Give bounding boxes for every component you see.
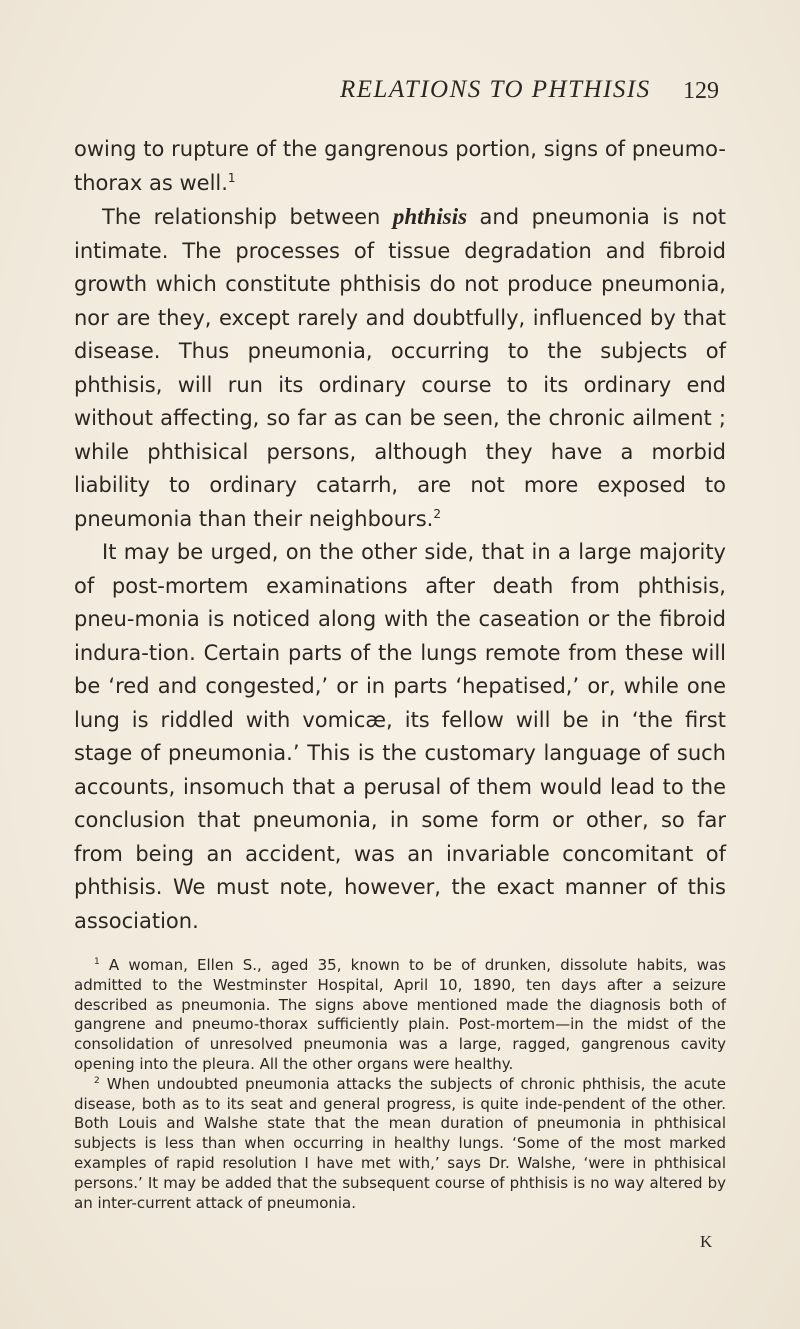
footnote-mark-2: 2 bbox=[94, 1075, 100, 1086]
footnotes bbox=[74, 956, 726, 1213]
paragraph-2-text-a: The relationship between bbox=[102, 205, 393, 229]
paragraph-post-mortem: It may be urged, on the other side, that in a large majority of post-mortem examinations after death from phthisis, pneu-monia is noticed along with the caseation or the fibroid indura-tion. Certain parts of the lungs remote from these will be ‘red and congested,’ or in parts ‘hepatised,’ or, while one lung is riddled with vomicæ, its fellow will be in ‘the first stage of pneumonia.’ This is the customary language of such accounts, insomuch that a perusal of them would lead to the conclusion that pneumonia, in some form or other, so far from being an accident, was an invariable concomitant of phthisis. We must note, however, the exact manner of this association. bbox=[74, 540, 726, 933]
paragraph-continued bbox=[74, 133, 726, 200]
footnote-ref-1: 1 bbox=[227, 170, 236, 185]
footnote-ref-2: 2 bbox=[433, 506, 441, 521]
signature-mark: K bbox=[700, 1232, 713, 1251]
paragraph-1-text: owing to rupture of the gangrenous portion, signs of pneumo-thorax as well. bbox=[74, 137, 726, 195]
running-title: RELATIONS TO PHTHISIS bbox=[340, 76, 651, 103]
footnote-1-text: A woman, Ellen S., aged 35, known to be of drunken, dissolute habits, was admitted to the Westminster Hospital, April 10, 1890, ten days after a seizure described as pneumonia. The signs above mentioned made the diagnosis both of gangrene and pneumo-thorax sufficiently plain. Post-mortem—in the midst of the consolidation of unresolved pneumonia was a large, ragged, gangrenous cavity opening into the pleura. All the other organs were healthy. bbox=[74, 956, 726, 1073]
phthisis-emphasis: phthisis bbox=[392, 204, 468, 229]
footnote-1 bbox=[74, 956, 726, 1075]
running-head bbox=[0, 76, 800, 116]
page-number: 129 bbox=[683, 78, 719, 104]
paragraph-relationship bbox=[74, 200, 726, 536]
paragraph-2-text-b: and pneumonia is not intimate. The processes of tissue degradation and fibroid growth which constitute phthisis do not produce pneumonia, nor are they, except rarely and doubtfully, influenced by that disease. Thus pneumonia, occurring to the subjects of phthisis, will run its ordinary course to its ordinary end without affecting, so far as can be seen, the chronic ailment ; while phthisical persons, although they have a morbid liability to ordinary catarrh, are not more exposed to pneumonia than their neighbours. bbox=[74, 205, 726, 531]
footnote-2-text: When undoubted pneumonia attacks the subjects of chronic phthisis, the acute disease, both as to its seat and general progress, is quite inde-pendent of the other. Both Louis and Walshe state that the mean duration of pneumonia in phthisical subjects is less than when occurring in healthy lungs. ‘Some of the most marked examples of rapid resolution I have met with,’ says Dr. Walshe, ‘were in phthisical persons.’ It may be added that the subsequent course of phthisis is no way altered by an inter-current attack of pneumonia. bbox=[74, 1074, 726, 1212]
footnote-mark-1: 1 bbox=[94, 957, 100, 967]
body-text bbox=[74, 133, 726, 938]
footnote-2 bbox=[74, 1075, 726, 1214]
